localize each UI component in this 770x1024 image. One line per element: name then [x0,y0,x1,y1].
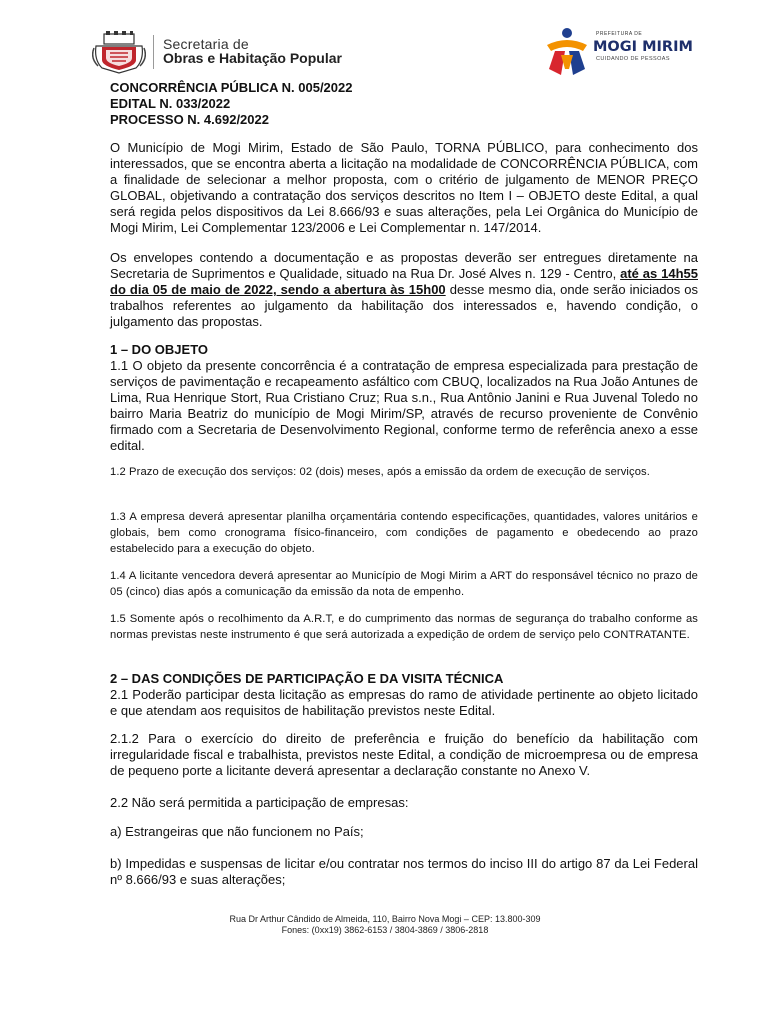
header-divider [153,35,154,69]
notice-number: EDITAL N. 033/2022 [110,96,231,111]
paragraph-2-2-b: b) Impedidas e suspensas de licitar e/ou contratar nos termos do inciso III do artigo 87 da Lei Federal nº 8.666/93 e suas alterações; [110,856,698,887]
envelopes-text-before: Os envelopes contendo a documentação e as propostas deverão ser entregues diretamente na Secretaria de Suprimentos e Qualidade, situado na Rua Dr. José Alves n. 129 - Centro, [110,250,698,281]
department-line2: Obras e Habitação Popular [163,50,342,66]
paragraph-1-3: 1.3 A empresa deverá apresentar planilha orçamentária contendo especificações, quantidades, valores unitários e globais, bem como cronograma físico-financeiro, com condições de pagamento e obedecendo ao prazo estabelecido para a execução do objeto. [110,511,698,555]
paragraph-2-2: 2.2 Não será permitida a participação de empresas: [110,795,409,810]
section-2-heading: 2 – DAS CONDIÇÕES DE PARTICIPAÇÃO E DA VISITA TÉCNICA [110,671,504,686]
title-block [110,80,698,128]
section-1-heading: 1 – DO OBJETO [110,342,209,357]
footer-address: Rua Dr Arthur Cândido de Almeida, 110, Bairro Nova Mogi – CEP: 13.800-309 [229,914,541,924]
paragraph-1-2: 1.2 Prazo de execução dos serviços: 02 (dois) meses, após a emissão da ordem de execução de serviços. [110,466,650,478]
paragraph-1-4: 1.4 A licitante vencedora deverá apresentar ao Município de Mogi Mirim a ART do responsável técnico no prazo de 05 (cinco) dias após a comunicação da emissão da nota de empenho. [110,570,698,598]
paragraph-1-1: 1.1 O objeto da presente concorrência é a contratação de empresa especializada para prestação de serviços de pavimentação e recapeamento asfáltico com CBUQ, localizados na Rua João Antunes de Lima, Rua Henrique Stort, Rua Cristiano Cruz; Rua s.n., Rua Antônio Janini e Rua Juvenal Toledo no bairro Maria Beatriz do município de Mogi Mirim/SP, através de recurso proveniente de Convênio firmado com a Secretaria de Desenvolvimento Regional, conforme termo de referência anexo a esse edital. [110,358,698,453]
deadline-highlight: até as 14h55 do dia 05 de maio de 2022, sendo a abertura às 15h00 [110,266,698,297]
envelopes-paragraph [110,250,698,330]
city-tagline: CUIDANDO DE PESSOAS [596,56,670,62]
department-name [163,37,342,65]
intro-paragraph: O Município de Mogi Mirim, Estado de São Paulo, TORNA PÚBLICO, para conhecimento dos interessados, que se encontra aberta a licitação na modalidade de CONCORRÊNCIA PÚBLICA, com a finalidade de selecionar a melhor proposta, com o critério de julgamento de MENOR PREÇO GLOBAL, objetivando a contratação dos serviços descritos no Item I – OBJETO deste Edital, a qual será regida pelos dispositivos da Lei 8.666/93 e suas alterações, pela Lei Orgânica do Município de Mogi Mirim, Lei Complementar 123/2006 e Lei Complementar n. 147/2014. [110,140,698,235]
envelopes-text-after: desse mesmo dia, onde serão iniciados os trabalhos referentes ao julgamento da habilitação dos interessados e, havendo condição, o julgamento das propostas. [110,282,698,329]
page-footer [0,914,770,936]
department-line1: Secretaria de [163,36,249,52]
footer-phones: Fones: (0xx19) 3862-6153 / 3804-3869 / 3806-2818 [281,925,489,935]
city-name: MOGI MIRIM [593,39,693,55]
bid-number: CONCORRÊNCIA PÚBLICA N. 005/2022 [110,80,353,95]
paragraph-2-1-2: 2.1.2 Para o exercício do direito de preferência e fruição do benefício da habilitação com irregularidade fiscal e trabalhista, previstos neste Edital, a condição de microempresa ou de empresa de pequeno porte a licitante deverá apresentar a declaração constante no Anexo V. [110,731,698,778]
letterhead [0,0,770,80]
municipal-crest-icon [92,30,146,74]
city-prefix: PREFEITURA DE [596,31,643,37]
paragraph-2-2-a: a) Estrangeiras que não funcionem no País; [110,824,364,839]
paragraph-2-1: 2.1 Poderão participar desta licitação as empresas do ramo de atividade pertinente ao objeto licitado e que atendam aos requisitos de habilitação previstos neste Edital. [110,687,698,718]
paragraph-1-5: 1.5 Somente após o recolhimento da A.R.T, e do cumprimento das normas de segurança do trabalho conforme as normas previstas neste instrumento é que será autorizada a expedição de ordem de serviço pelo CONTRATANTE. [110,613,698,641]
process-number: PROCESSO N. 4.692/2022 [110,112,269,127]
